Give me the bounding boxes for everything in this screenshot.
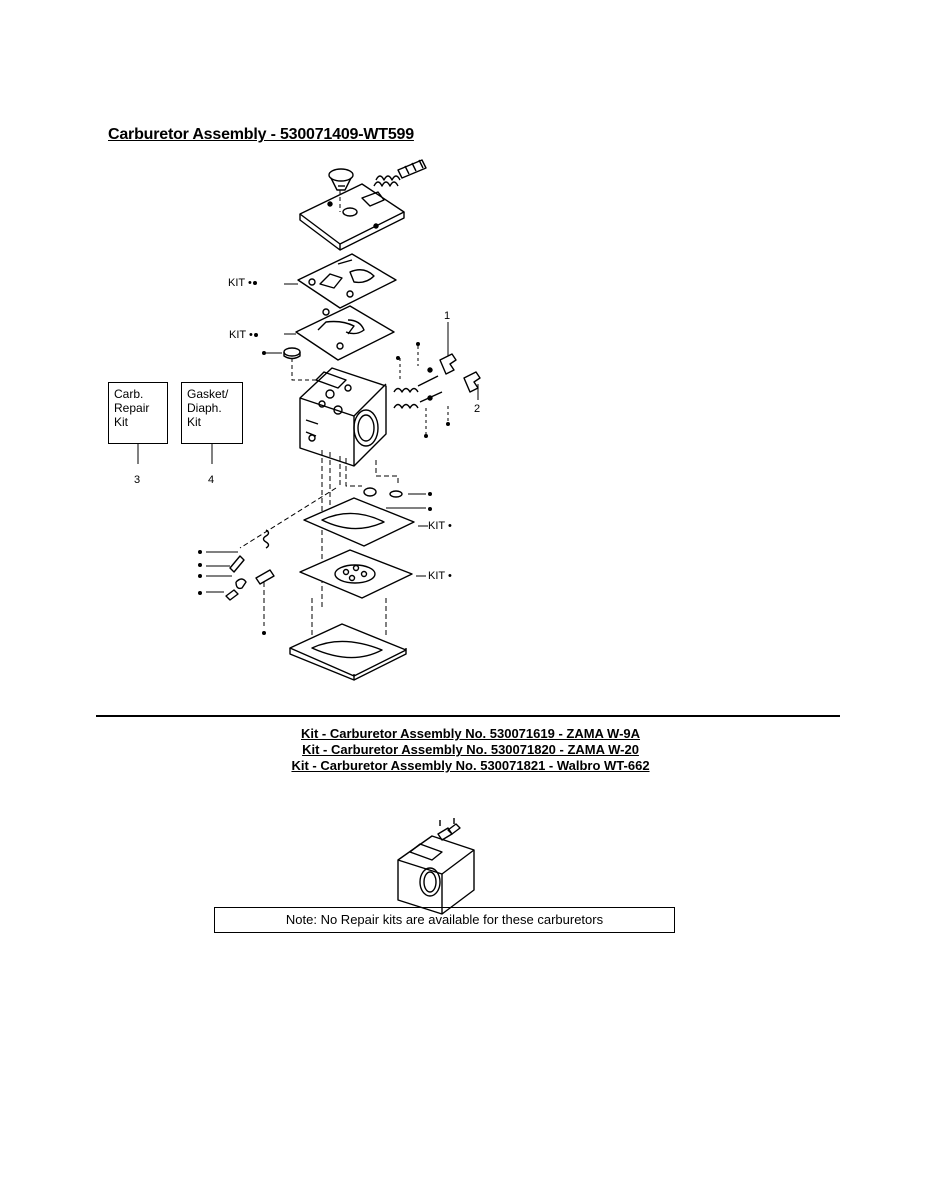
section-divider (96, 715, 840, 717)
metering-gasket-part (304, 498, 414, 546)
carb-repair-kit-box: Carb. Repair Kit (108, 382, 168, 444)
page-title: Carburetor Assembly - 530071409-WT599 (108, 126, 414, 143)
pump-diaphragm-part (298, 254, 396, 308)
callout-4: 4 (208, 474, 215, 486)
kit-assembly-list (0, 726, 931, 774)
kit-label-pump-gasket: KIT • (229, 329, 253, 341)
inlet-screen-part (284, 348, 300, 359)
small-gaskets-part (364, 488, 402, 497)
kit-assembly-line: Kit - Carburetor Assembly No. 530071820 - ZAMA W-20 (302, 742, 639, 757)
metering-cover-part (290, 624, 406, 680)
pump-gasket-part (296, 306, 394, 360)
mixture-needles-part (394, 354, 480, 408)
kit-label-metering-gasket: KIT • (428, 520, 452, 532)
pump-cover-part (300, 184, 404, 250)
metering-diaphragm-part (300, 550, 412, 598)
carburetor-body-part (300, 368, 386, 466)
metering-lever-parts (226, 530, 274, 600)
small-carburetor-illustration (398, 818, 474, 914)
no-repair-kits-note: Note: No Repair kits are available for these carburetors (214, 907, 675, 933)
kit-assembly-line: Kit - Carburetor Assembly No. 530071619 - ZAMA W-9A (300, 726, 641, 741)
gasket-diaph-kit-box: Gasket/ Diaph. Kit (181, 382, 243, 444)
callout-2: 2 (474, 403, 481, 415)
kit-label-metering-diaphragm: KIT • (428, 570, 452, 582)
callout-3: 3 (134, 474, 141, 486)
kit-label-pump-diaphragm: KIT • (228, 277, 252, 289)
idle-screw-spring-part (374, 160, 426, 186)
cover-screw-part (329, 169, 353, 190)
kit-assembly-line: Kit - Carburetor Assembly No. 530071821 - Walbro WT-662 (291, 758, 650, 773)
callout-1: 1 (444, 310, 451, 322)
